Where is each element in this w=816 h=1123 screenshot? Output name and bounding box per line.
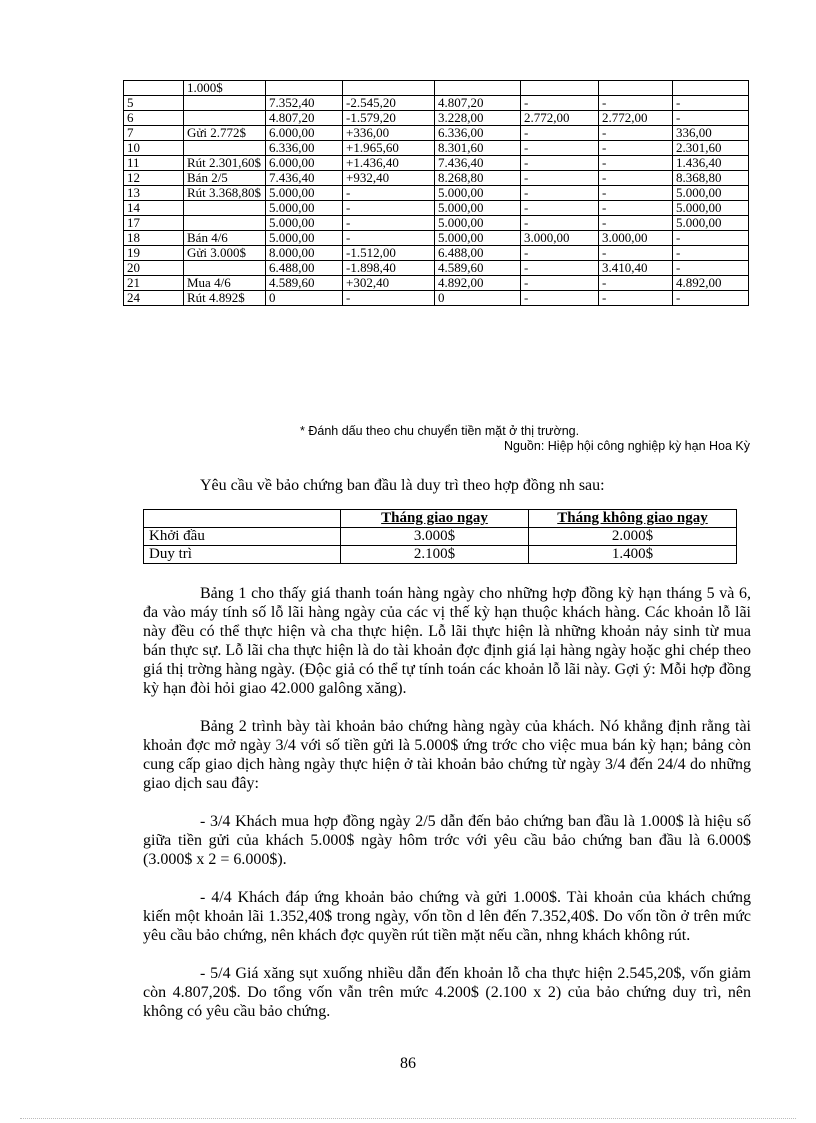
table-cell — [343, 81, 435, 96]
margin-account-table — [123, 80, 749, 306]
table-cell: - — [521, 291, 599, 306]
table-cell: 2.772,00 — [521, 111, 599, 126]
table-cell: 5.000,00 — [266, 186, 343, 201]
transaction-cell — [184, 96, 266, 111]
table-row — [124, 246, 749, 261]
day-cell: 19 — [124, 246, 184, 261]
table-cell: -2.545,20 — [343, 96, 435, 111]
table-row — [124, 96, 749, 111]
table-cell: - — [521, 261, 599, 276]
table-cell: 2.772,00 — [599, 111, 673, 126]
table-cell: 3.410,40 — [599, 261, 673, 276]
body-text — [143, 584, 751, 1040]
table-row — [124, 201, 749, 216]
table-cell: 5.000,00 — [673, 216, 749, 231]
table-row — [144, 546, 737, 564]
transaction-cell — [184, 216, 266, 231]
table-cell: 6.488,00 — [435, 246, 521, 261]
transaction-cell: Bán 2/5 — [184, 171, 266, 186]
table-cell: 2.301,60 — [673, 141, 749, 156]
table-cell: - — [599, 171, 673, 186]
table-cell: - — [343, 201, 435, 216]
table-cell: 5.000,00 — [266, 216, 343, 231]
table-cell — [266, 81, 343, 96]
table-cell: - — [599, 126, 673, 141]
table-cell: 3.000,00 — [599, 231, 673, 246]
paragraph: - 4/4 Khách đáp ứng khoản bảo chứng và gửi 1.000$. Tài khoản của khách chứng kiến một khoản lãi 1.352,40$ trong ngày, vốn tồn d lên đến 7.352,40$. Do vốn tồn ở trên mức yêu cầu bảo chứng, nên khách đợc quyền rút tiền mặt nếu cần, nhng khách không rút. — [143, 889, 751, 944]
table-cell: - — [599, 276, 673, 291]
table-cell: 6.000,00 — [266, 156, 343, 171]
table-cell: 3.000,00 — [521, 231, 599, 246]
transaction-cell: Gửi 3.000$ — [184, 246, 266, 261]
table-cell: - — [343, 186, 435, 201]
day-cell: 5 — [124, 96, 184, 111]
table-row — [144, 528, 737, 546]
table-cell: - — [521, 246, 599, 261]
day-cell: 11 — [124, 156, 184, 171]
paragraph: - 5/4 Giá xăng sụt xuống nhiều dẫn đến khoản lỗ cha thực hiện 2.545,20$, vốn giảm còn 4.807,20$. Do tổng vốn vẫn trên mức 4.200$ (2.100 x 2) của bảo chứng duy trì, nên không có yêu cầu bảo chứng. — [143, 965, 751, 1020]
table-note: * Đánh dấu theo chu chuyển tiền mặt ở thị trường. — [300, 424, 580, 438]
table-cell: - — [521, 201, 599, 216]
table-cell: - — [343, 291, 435, 306]
margin-requirement-table — [143, 509, 737, 564]
table-cell: 6.488,00 — [266, 261, 343, 276]
row-label: Khởi đầu — [144, 528, 341, 546]
table-row — [124, 276, 749, 291]
table-row — [124, 156, 749, 171]
paragraph: Bảng 2 trình bày tài khoản bảo chứng hàng ngày của khách. Nó khẳng định rằng tài khoản đợc mở ngày 3/4 với số tiền gửi là 5.000$ ứng trớc cho việc mua bán kỳ hạn; bảng còn cung cấp giao dịch hàng ngày thực hiện ở tài khoản bảo chứng từ ngày 3/4 đến 24/4 do những giao dịch sau đây: — [143, 718, 751, 792]
table-cell: 1.436,40 — [673, 156, 749, 171]
transaction-cell — [184, 261, 266, 276]
table-cell: -1.898,40 — [343, 261, 435, 276]
table-cell: 8.368,80 — [673, 171, 749, 186]
transaction-cell — [184, 201, 266, 216]
table-cell: - — [343, 231, 435, 246]
day-cell: 7 — [124, 126, 184, 141]
table-row — [124, 186, 749, 201]
table-cell: - — [343, 216, 435, 231]
table-cell: 4.892,00 — [435, 276, 521, 291]
table-cell: 5.000,00 — [435, 216, 521, 231]
table-cell: 5.000,00 — [673, 201, 749, 216]
table-cell: +932,40 — [343, 171, 435, 186]
page-number: 86 — [400, 1055, 416, 1072]
day-cell — [124, 81, 184, 96]
table-cell: - — [521, 96, 599, 111]
table-row — [124, 141, 749, 156]
table-cell: 0 — [435, 291, 521, 306]
day-cell: 21 — [124, 276, 184, 291]
table-cell: 4.807,20 — [435, 96, 521, 111]
day-cell: 10 — [124, 141, 184, 156]
table-cell: 5.000,00 — [435, 186, 521, 201]
table-cell: 336,00 — [673, 126, 749, 141]
table-cell: 2.100$ — [341, 546, 529, 564]
table-row — [124, 126, 749, 141]
transaction-cell: Bán 4/6 — [184, 231, 266, 246]
table-cell: - — [599, 156, 673, 171]
table-row — [124, 171, 749, 186]
table-cell: - — [599, 141, 673, 156]
day-cell: 14 — [124, 201, 184, 216]
transaction-cell: Gửi 2.772$ — [184, 126, 266, 141]
transaction-cell: Rút 2.301,60$ — [184, 156, 266, 171]
table-cell: 5.000,00 — [266, 201, 343, 216]
margin-requirement-intro: Yêu cầu về bảo chứng ban đầu là duy trì theo hợp đồng nh sau: — [200, 477, 605, 494]
table-cell: 6.336,00 — [435, 126, 521, 141]
header-cell — [144, 510, 341, 528]
table-row — [124, 231, 749, 246]
table-source: Nguồn: Hiệp hội công nghiệp kỳ hạn Hoa Kỳ — [504, 439, 750, 453]
table-cell: 7.436,40 — [266, 171, 343, 186]
transaction-cell: Rút 3.368,80$ — [184, 186, 266, 201]
day-cell: 20 — [124, 261, 184, 276]
day-cell: 13 — [124, 186, 184, 201]
table-cell: -1.579,20 — [343, 111, 435, 126]
page-bottom-divider — [20, 1118, 796, 1119]
transaction-cell: Mua 4/6 — [184, 276, 266, 291]
table-cell: 8.000,00 — [266, 246, 343, 261]
table-row — [124, 81, 749, 96]
table-cell: 4.589,60 — [435, 261, 521, 276]
paragraph: - 3/4 Khách mua hợp đồng ngày 2/5 dẫn đến bảo chứng ban đầu là 1.000$ là hiệu số giữa tiền gửi của khách 5.000$ ngày hôm trớc với yêu cầu bảo chứng ban đầu là 6.000$ (3.000$ x 2 = 6.000$). — [143, 813, 751, 868]
day-cell: 12 — [124, 171, 184, 186]
paragraph: Bảng 1 cho thấy giá thanh toán hàng ngày cho những hợp đồng kỳ hạn tháng 5 và 6, đa vào máy tính số lỗ lãi hàng ngày của các vị thế kỳ hạn thuộc khách hàng. Các khoản lỗ lãi này đều có thể thực hiện và cha thực hiện. Lỗ lãi thực hiện là những khoản nảy sinh từ mua bán thực sự. Lỗ lãi cha thực hiện là do tài khoản đợc định giá lại hàng ngày hoặc ghi chép theo giá thị trờng hàng ngày. (Độc giả có thể tự tính toán các khoản lỗ lãi này. Gợi ý: Mỗi hợp đồng kỳ hạn đòi hỏi giao 42.000 galông xăng). — [143, 585, 751, 697]
table-cell: - — [673, 291, 749, 306]
day-cell: 24 — [124, 291, 184, 306]
row-label: Duy trì — [144, 546, 341, 564]
transaction-cell: Rút 4.892$ — [184, 291, 266, 306]
header-cell: Tháng giao ngay — [341, 510, 529, 528]
table-cell: - — [673, 111, 749, 126]
table-cell: +336,00 — [343, 126, 435, 141]
table-cell: 1.400$ — [529, 546, 737, 564]
table-cell: 8.301,60 — [435, 141, 521, 156]
transaction-cell: 1.000$ — [184, 81, 266, 96]
table-row — [124, 291, 749, 306]
table-cell: -1.512,00 — [343, 246, 435, 261]
transaction-cell — [184, 111, 266, 126]
day-cell: 18 — [124, 231, 184, 246]
table-row — [124, 111, 749, 126]
table-cell: 4.892,00 — [673, 276, 749, 291]
table-cell: 0 — [266, 291, 343, 306]
table-cell: - — [521, 126, 599, 141]
table-cell: +302,40 — [343, 276, 435, 291]
table-cell: - — [673, 96, 749, 111]
table-cell: 7.436,40 — [435, 156, 521, 171]
table-cell: 5.000,00 — [266, 231, 343, 246]
table-cell: - — [521, 186, 599, 201]
table-cell — [673, 81, 749, 96]
table-cell: - — [521, 216, 599, 231]
table-cell — [521, 81, 599, 96]
table-cell: - — [521, 276, 599, 291]
table-cell: 3.228,00 — [435, 111, 521, 126]
table-cell: 7.352,40 — [266, 96, 343, 111]
table-row — [124, 261, 749, 276]
table-cell: - — [521, 171, 599, 186]
table-cell: 2.000$ — [529, 528, 737, 546]
header-cell: Tháng không giao ngay — [529, 510, 737, 528]
table-cell: - — [599, 216, 673, 231]
table-cell: - — [673, 246, 749, 261]
table-cell: - — [599, 186, 673, 201]
table-cell: 3.000$ — [341, 528, 529, 546]
table-cell: 5.000,00 — [435, 201, 521, 216]
table-cell: 4.807,20 — [266, 111, 343, 126]
table-cell: 6.000,00 — [266, 126, 343, 141]
table-cell — [599, 81, 673, 96]
day-cell: 17 — [124, 216, 184, 231]
table-header-row — [144, 510, 737, 528]
table-cell: 5.000,00 — [673, 186, 749, 201]
table-cell: +1.965,60 — [343, 141, 435, 156]
day-cell: 6 — [124, 111, 184, 126]
table-cell: - — [599, 246, 673, 261]
table-cell: - — [599, 201, 673, 216]
transaction-cell — [184, 141, 266, 156]
table-cell: - — [521, 156, 599, 171]
table-cell: 5.000,00 — [435, 231, 521, 246]
table-cell: - — [599, 291, 673, 306]
table-cell: 4.589,60 — [266, 276, 343, 291]
table-cell: - — [673, 231, 749, 246]
table-cell: - — [599, 96, 673, 111]
table-cell: - — [521, 141, 599, 156]
table-cell: +1.436,40 — [343, 156, 435, 171]
table-cell: - — [673, 261, 749, 276]
table-cell — [435, 81, 521, 96]
table-cell: 8.268,80 — [435, 171, 521, 186]
table-cell: 6.336,00 — [266, 141, 343, 156]
table-row — [124, 216, 749, 231]
